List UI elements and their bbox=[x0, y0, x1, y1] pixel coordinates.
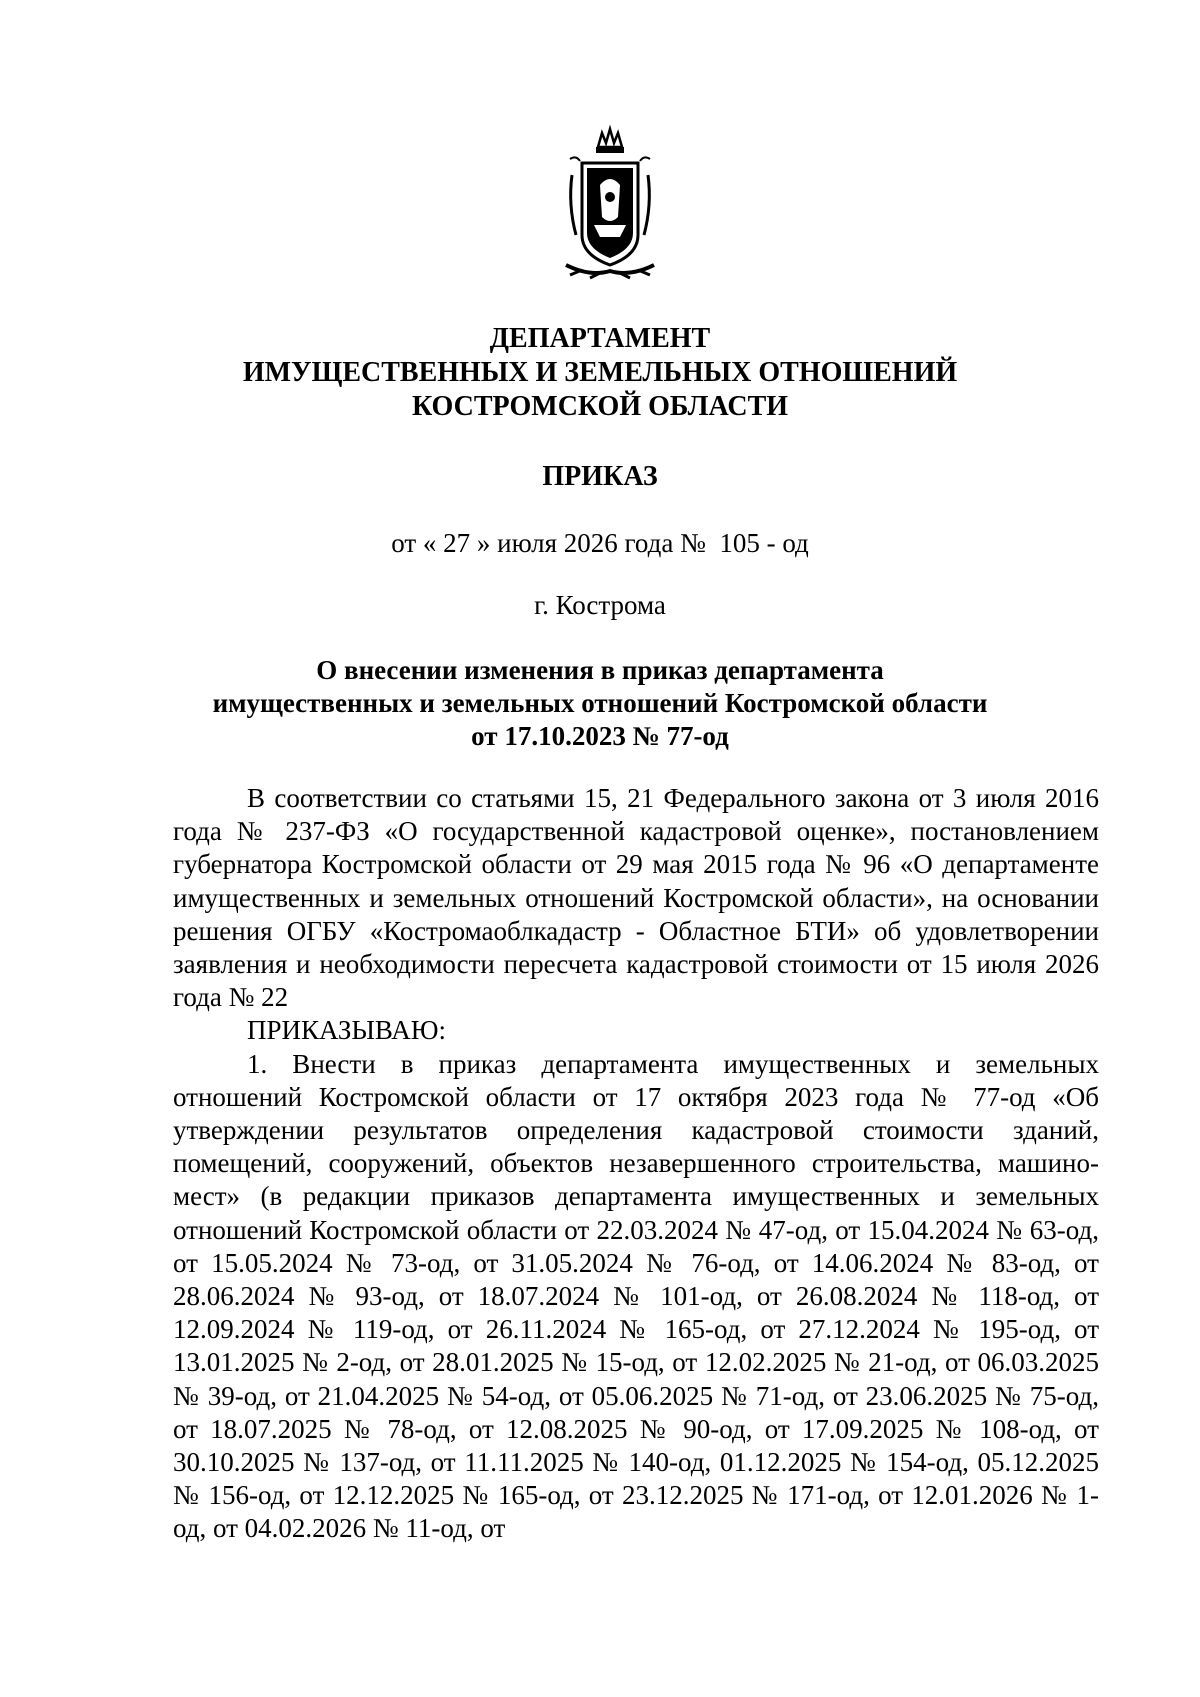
department-title bbox=[150, 322, 1050, 424]
item-1-paragraph: 1. Внести в приказ департамента имущественных и земельных отношений Костромской области от 17 октября 2023 года № 77-од «Об утверждении результатов определения кадастровой стоимости зданий, помещений, сооружений, объектов незавершенного строительства, машино-мест» (в редакции приказов департамента имущественных и земельных отношений Костромской области от 22.03.2024 № 47-од, от 15.04.2024 № 63-од, от 15.05.2024 № 73-од, от 31.05.2024 № 76-од, от 14.06.2024 № 83-од, от 28.06.2024 № 93-од, от 18.07.2024 № 101-од, от 26.08.2024 № 118-од, от 12.09.2024 № 119-од, от 26.11.2024 № 165-од, от 27.12.2024 № 195-од, от 13.01.2025 № 2-од, от 28.01.2025 № 15-од, от 12.02.2025 № 21-од, от 06.03.2025 № 39-од, от 21.04.2025 № 54-од, от 05.06.2025 № 71-од, от 23.06.2025 № 75-од, от 18.07.2025 № 78-од, от 12.08.2025 № 90-од, от 17.09.2025 № 108-од, от 30.10.2025 № 137-од, от 11.11.2025 № 140-од, 01.12.2025 № 154-од, 05.12.2025 № 156-од, от 12.12.2025 № 165-од, от 23.12.2025 № 171-од, от 12.01.2026 № 1-од, от 04.02.2026 № 11-од, от bbox=[173, 1048, 1099, 1544]
subject-line: имущественных и земельных отношений Костромской области bbox=[212, 688, 988, 718]
preamble-paragraph: В соответствии со статьями 15, 21 Федерального закона от 3 июля 2016 года № 237-ФЗ «О государственной кадастровой оценке», постановлением губернатора Костромской области от 29 мая 2015 года № 96 «О департаменте имущественных и земельных отношений Костромской области», на основании решения ОГБУ «Костромаоблкадастр - Областное БТИ» об удовлетворении заявления и необходимости пересчета кадастровой стоимости от 15 июля 2026 года № 22 bbox=[173, 783, 1099, 1013]
order-word: ПРИКАЗЫВАЮ: bbox=[247, 1015, 446, 1046]
department-title-line: ДЕПАРТАМЕНТ bbox=[489, 323, 711, 354]
order-city: г. Кострома bbox=[534, 590, 666, 620]
department-title-line: ИМУЩЕСТВЕННЫХ И ЗЕМЕЛЬНЫХ ОТНОШЕНИЙ bbox=[242, 357, 958, 388]
department-title-line: КОСТРОМСКОЙ ОБЛАСТИ bbox=[411, 391, 789, 422]
order-date-line: от « 27 » июля 2026 года № 105 - од bbox=[391, 528, 809, 558]
order-body bbox=[173, 782, 1099, 1546]
subject-line: от 17.10.2023 № 77-од bbox=[471, 721, 729, 751]
subject-line: О внесении изменения в приказ департамента bbox=[316, 655, 884, 685]
coat-of-arms-icon bbox=[560, 125, 660, 285]
order-title: ПРИКАЗ bbox=[542, 461, 658, 492]
order-subject bbox=[150, 654, 1050, 753]
